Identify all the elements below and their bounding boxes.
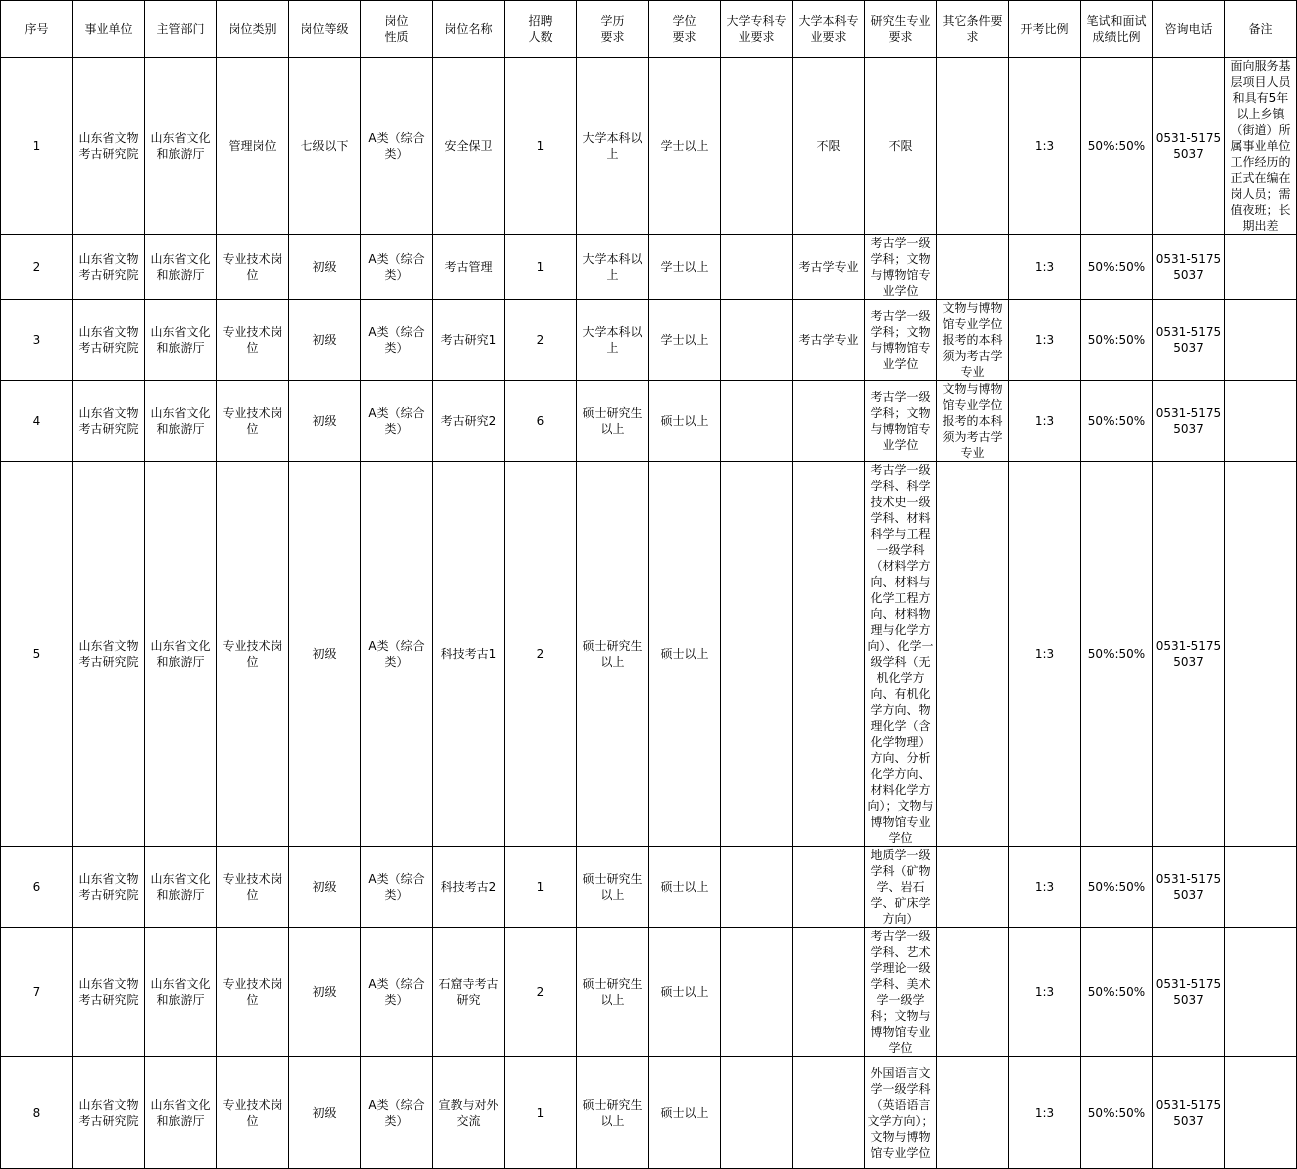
cell-education: 大学本科以上 <box>577 300 649 381</box>
cell-education: 硕士研究生以上 <box>577 847 649 928</box>
cell-phone: 0531-51755037 <box>1153 928 1225 1057</box>
cell-seq: 5 <box>1 462 73 847</box>
cell-seq: 6 <box>1 847 73 928</box>
header-cell: 主管部门 <box>145 1 217 58</box>
cell-post-level: 初级 <box>289 462 361 847</box>
cell-graduate-major: 考古学一级学科、艺术学理论一级学科、美术学一级学科；文物与博物馆专业学位 <box>865 928 937 1057</box>
cell-unit: 山东省文物考古研究院 <box>73 300 145 381</box>
header-cell: 其它条件要求 <box>937 1 1009 58</box>
header-cell: 岗位等级 <box>289 1 361 58</box>
cell-college-major <box>721 300 793 381</box>
cell-post-level: 初级 <box>289 928 361 1057</box>
table-row <box>1 462 1297 847</box>
cell-department: 山东省文化和旅游厅 <box>145 381 217 462</box>
cell-phone: 0531-51755037 <box>1153 58 1225 235</box>
cell-post-name: 科技考古1 <box>433 462 505 847</box>
cell-bachelor-major: 考古学专业 <box>793 235 865 300</box>
cell-headcount: 2 <box>505 462 577 847</box>
cell-degree: 硕士以上 <box>649 847 721 928</box>
cell-graduate-major: 外国语言文学一级学科（英语语言文学方向）；文物与博物馆专业学位 <box>865 1057 937 1169</box>
cell-other-conditions <box>937 928 1009 1057</box>
cell-bachelor-major <box>793 381 865 462</box>
cell-seq: 8 <box>1 1057 73 1169</box>
cell-bachelor-major: 不限 <box>793 58 865 235</box>
cell-headcount: 6 <box>505 381 577 462</box>
cell-department: 山东省文化和旅游厅 <box>145 300 217 381</box>
cell-other-conditions <box>937 1057 1009 1169</box>
cell-seq: 2 <box>1 235 73 300</box>
header-cell: 笔试和面试成绩比例 <box>1081 1 1153 58</box>
header-cell: 岗位名称 <box>433 1 505 58</box>
header-cell: 学位 要求 <box>649 1 721 58</box>
cell-remarks: 面向服务基层项目人员和具有5年以上乡镇（街道）所属事业单位工作经历的正式在编在岗人员；需值夜班；长期出差 <box>1225 58 1297 235</box>
table-row <box>1 847 1297 928</box>
cell-degree: 硕士以上 <box>649 928 721 1057</box>
header-cell: 开考比例 <box>1009 1 1081 58</box>
cell-unit: 山东省文物考古研究院 <box>73 235 145 300</box>
cell-college-major <box>721 381 793 462</box>
cell-unit: 山东省文物考古研究院 <box>73 462 145 847</box>
cell-exam-ratio: 1:3 <box>1009 462 1081 847</box>
cell-other-conditions <box>937 235 1009 300</box>
cell-remarks <box>1225 1057 1297 1169</box>
cell-unit: 山东省文物考古研究院 <box>73 1057 145 1169</box>
cell-post-category: 专业技术岗位 <box>217 928 289 1057</box>
cell-seq: 3 <box>1 300 73 381</box>
cell-post-level: 初级 <box>289 847 361 928</box>
cell-college-major <box>721 928 793 1057</box>
cell-other-conditions <box>937 58 1009 235</box>
cell-headcount: 2 <box>505 300 577 381</box>
cell-post-category: 专业技术岗位 <box>217 462 289 847</box>
table-row <box>1 381 1297 462</box>
cell-college-major <box>721 462 793 847</box>
table-row <box>1 928 1297 1057</box>
cell-post-nature: A类（综合类） <box>361 381 433 462</box>
table-row <box>1 58 1297 235</box>
cell-phone: 0531-51755037 <box>1153 300 1225 381</box>
cell-post-nature: A类（综合类） <box>361 300 433 381</box>
cell-remarks <box>1225 300 1297 381</box>
header-cell: 备注 <box>1225 1 1297 58</box>
cell-unit: 山东省文物考古研究院 <box>73 58 145 235</box>
cell-seq: 4 <box>1 381 73 462</box>
cell-post-category: 专业技术岗位 <box>217 1057 289 1169</box>
cell-unit: 山东省文物考古研究院 <box>73 847 145 928</box>
cell-bachelor-major: 考古学专业 <box>793 300 865 381</box>
cell-headcount: 2 <box>505 928 577 1057</box>
cell-education: 大学本科以上 <box>577 235 649 300</box>
cell-remarks <box>1225 847 1297 928</box>
cell-graduate-major: 考古学一级学科；文物与博物馆专业学位 <box>865 381 937 462</box>
table-row <box>1 235 1297 300</box>
cell-post-nature: A类（综合类） <box>361 58 433 235</box>
cell-score-ratio: 50%:50% <box>1081 300 1153 381</box>
cell-score-ratio: 50%:50% <box>1081 1057 1153 1169</box>
cell-department: 山东省文化和旅游厅 <box>145 847 217 928</box>
cell-department: 山东省文化和旅游厅 <box>145 58 217 235</box>
cell-post-level: 初级 <box>289 300 361 381</box>
cell-remarks <box>1225 462 1297 847</box>
cell-post-name: 宣教与对外交流 <box>433 1057 505 1169</box>
header-cell: 岗位类别 <box>217 1 289 58</box>
cell-headcount: 1 <box>505 235 577 300</box>
cell-degree: 学士以上 <box>649 58 721 235</box>
cell-phone: 0531-51755037 <box>1153 1057 1225 1169</box>
cell-score-ratio: 50%:50% <box>1081 462 1153 847</box>
cell-college-major <box>721 235 793 300</box>
cell-other-conditions: 文物与博物馆专业学位报考的本科须为考古学专业 <box>937 381 1009 462</box>
cell-post-nature: A类（综合类） <box>361 235 433 300</box>
cell-bachelor-major <box>793 462 865 847</box>
cell-graduate-major: 不限 <box>865 58 937 235</box>
cell-post-nature: A类（综合类） <box>361 1057 433 1169</box>
cell-post-name: 考古管理 <box>433 235 505 300</box>
cell-post-name: 安全保卫 <box>433 58 505 235</box>
cell-bachelor-major <box>793 1057 865 1169</box>
cell-post-category: 专业技术岗位 <box>217 847 289 928</box>
cell-post-name: 石窟寺考古研究 <box>433 928 505 1057</box>
cell-bachelor-major <box>793 847 865 928</box>
cell-remarks <box>1225 928 1297 1057</box>
cell-graduate-major: 考古学一级学科；文物与博物馆专业学位 <box>865 235 937 300</box>
cell-score-ratio: 50%:50% <box>1081 235 1153 300</box>
table-row <box>1 1057 1297 1169</box>
cell-post-level: 初级 <box>289 1057 361 1169</box>
cell-other-conditions <box>937 462 1009 847</box>
header-row <box>1 1 1297 58</box>
header-cell: 大学本科专业要求 <box>793 1 865 58</box>
cell-headcount: 1 <box>505 58 577 235</box>
cell-exam-ratio: 1:3 <box>1009 847 1081 928</box>
cell-headcount: 1 <box>505 847 577 928</box>
cell-exam-ratio: 1:3 <box>1009 300 1081 381</box>
cell-post-level: 七级以下 <box>289 58 361 235</box>
cell-department: 山东省文化和旅游厅 <box>145 928 217 1057</box>
cell-education: 硕士研究生以上 <box>577 462 649 847</box>
cell-seq: 7 <box>1 928 73 1057</box>
cell-post-name: 考古研究2 <box>433 381 505 462</box>
cell-exam-ratio: 1:3 <box>1009 381 1081 462</box>
cell-education: 硕士研究生以上 <box>577 381 649 462</box>
header-cell: 大学专科专业要求 <box>721 1 793 58</box>
cell-exam-ratio: 1:3 <box>1009 928 1081 1057</box>
cell-post-category: 专业技术岗位 <box>217 381 289 462</box>
cell-phone: 0531-51755037 <box>1153 847 1225 928</box>
cell-degree: 学士以上 <box>649 235 721 300</box>
cell-unit: 山东省文物考古研究院 <box>73 381 145 462</box>
cell-exam-ratio: 1:3 <box>1009 58 1081 235</box>
cell-other-conditions <box>937 847 1009 928</box>
cell-headcount: 1 <box>505 1057 577 1169</box>
cell-education: 硕士研究生以上 <box>577 1057 649 1169</box>
header-cell: 招聘 人数 <box>505 1 577 58</box>
cell-post-category: 管理岗位 <box>217 58 289 235</box>
cell-degree: 硕士以上 <box>649 1057 721 1169</box>
header-cell: 序号 <box>1 1 73 58</box>
cell-education: 硕士研究生以上 <box>577 928 649 1057</box>
cell-post-nature: A类（综合类） <box>361 928 433 1057</box>
cell-post-category: 专业技术岗位 <box>217 235 289 300</box>
cell-post-nature: A类（综合类） <box>361 462 433 847</box>
cell-score-ratio: 50%:50% <box>1081 928 1153 1057</box>
cell-seq: 1 <box>1 58 73 235</box>
cell-college-major <box>721 1057 793 1169</box>
cell-department: 山东省文化和旅游厅 <box>145 462 217 847</box>
cell-post-nature: A类（综合类） <box>361 847 433 928</box>
cell-exam-ratio: 1:3 <box>1009 235 1081 300</box>
cell-college-major <box>721 847 793 928</box>
cell-post-level: 初级 <box>289 235 361 300</box>
cell-post-name: 科技考古2 <box>433 847 505 928</box>
cell-graduate-major: 考古学一级学科；文物与博物馆专业学位 <box>865 300 937 381</box>
cell-other-conditions: 文物与博物馆专业学位报考的本科须为考古学专业 <box>937 300 1009 381</box>
cell-post-category: 专业技术岗位 <box>217 300 289 381</box>
cell-score-ratio: 50%:50% <box>1081 847 1153 928</box>
cell-remarks <box>1225 235 1297 300</box>
header-cell: 岗位 性质 <box>361 1 433 58</box>
cell-phone: 0531-51755037 <box>1153 235 1225 300</box>
cell-department: 山东省文化和旅游厅 <box>145 235 217 300</box>
cell-degree: 硕士以上 <box>649 462 721 847</box>
header-cell: 咨询电话 <box>1153 1 1225 58</box>
cell-post-level: 初级 <box>289 381 361 462</box>
cell-remarks <box>1225 381 1297 462</box>
table-body <box>1 58 1297 1169</box>
cell-phone: 0531-51755037 <box>1153 381 1225 462</box>
cell-unit: 山东省文物考古研究院 <box>73 928 145 1057</box>
cell-college-major <box>721 58 793 235</box>
cell-department: 山东省文化和旅游厅 <box>145 1057 217 1169</box>
cell-post-name: 考古研究1 <box>433 300 505 381</box>
table-row <box>1 300 1297 381</box>
cell-phone: 0531-51755037 <box>1153 462 1225 847</box>
cell-graduate-major: 地质学一级学科（矿物学、岩石学、矿床学方向） <box>865 847 937 928</box>
cell-bachelor-major <box>793 928 865 1057</box>
cell-exam-ratio: 1:3 <box>1009 1057 1081 1169</box>
cell-score-ratio: 50%:50% <box>1081 58 1153 235</box>
header-cell: 事业单位 <box>73 1 145 58</box>
header-cell: 学历 要求 <box>577 1 649 58</box>
cell-graduate-major: 考古学一级学科、科学技术史一级学科、材料科学与工程一级学科（材料学方向、材料与化学工程方向、材料物理与化学方向）、化学一级学科（无机化学方向、有机化学方向、物理化学（含化学物理）方向、分析化学方向、材料化学方向）；文物与博物馆专业学位 <box>865 462 937 847</box>
cell-score-ratio: 50%:50% <box>1081 381 1153 462</box>
cell-degree: 学士以上 <box>649 300 721 381</box>
cell-degree: 硕士以上 <box>649 381 721 462</box>
header-cell: 研究生专业要求 <box>865 1 937 58</box>
cell-education: 大学本科以上 <box>577 58 649 235</box>
